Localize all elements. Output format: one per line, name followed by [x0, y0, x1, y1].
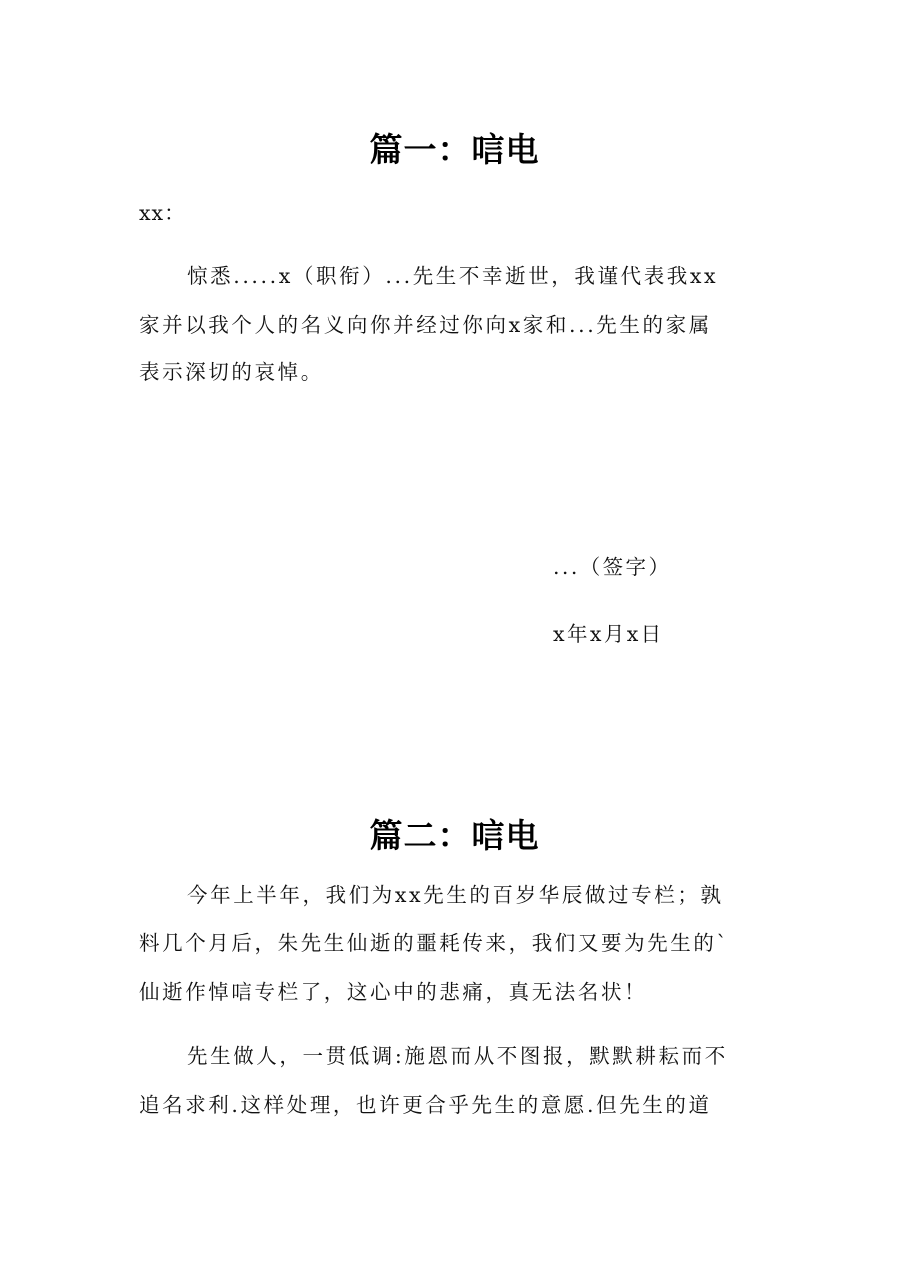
section1-salutation: xx： — [139, 201, 186, 225]
section2-paragraph1-line-3: 仙逝作悼唁专栏了，这心中的悲痛，真无法名状！ — [139, 980, 648, 1004]
section2-paragraph2-line-2: 追名求利.这样处理，也许更合乎先生的意愿.但先生的道 — [139, 1093, 712, 1117]
section1-signature: ...（签字） — [553, 555, 672, 579]
section1-date: x年x月x日 — [553, 622, 664, 646]
section1-paragraph-line-1: 惊悉.....x（职衔）...先生不幸逝世，我谨代表我xx — [187, 264, 719, 288]
section1-paragraph-line-2: 家并以我个人的名义向你并经过你向x家和...先生的家属 — [139, 313, 712, 337]
section2-paragraph1-line-1: 今年上半年，我们为xx先生的百岁华辰做过专栏；孰 — [187, 883, 724, 907]
section2-paragraph1-line-2: 料几个月后，朱先生仙逝的噩耗传来，我们又要为先生的` — [139, 931, 730, 955]
section2-paragraph2-line-1: 先生做人，一贯低调:施恩而从不图报，默默耕耘而不 — [187, 1044, 728, 1068]
section2-title: 篇二：唁电 — [369, 816, 540, 855]
section1-paragraph-line-3: 表示深切的哀悼。 — [139, 360, 324, 384]
section1-title: 篇一：唁电 — [369, 130, 540, 169]
